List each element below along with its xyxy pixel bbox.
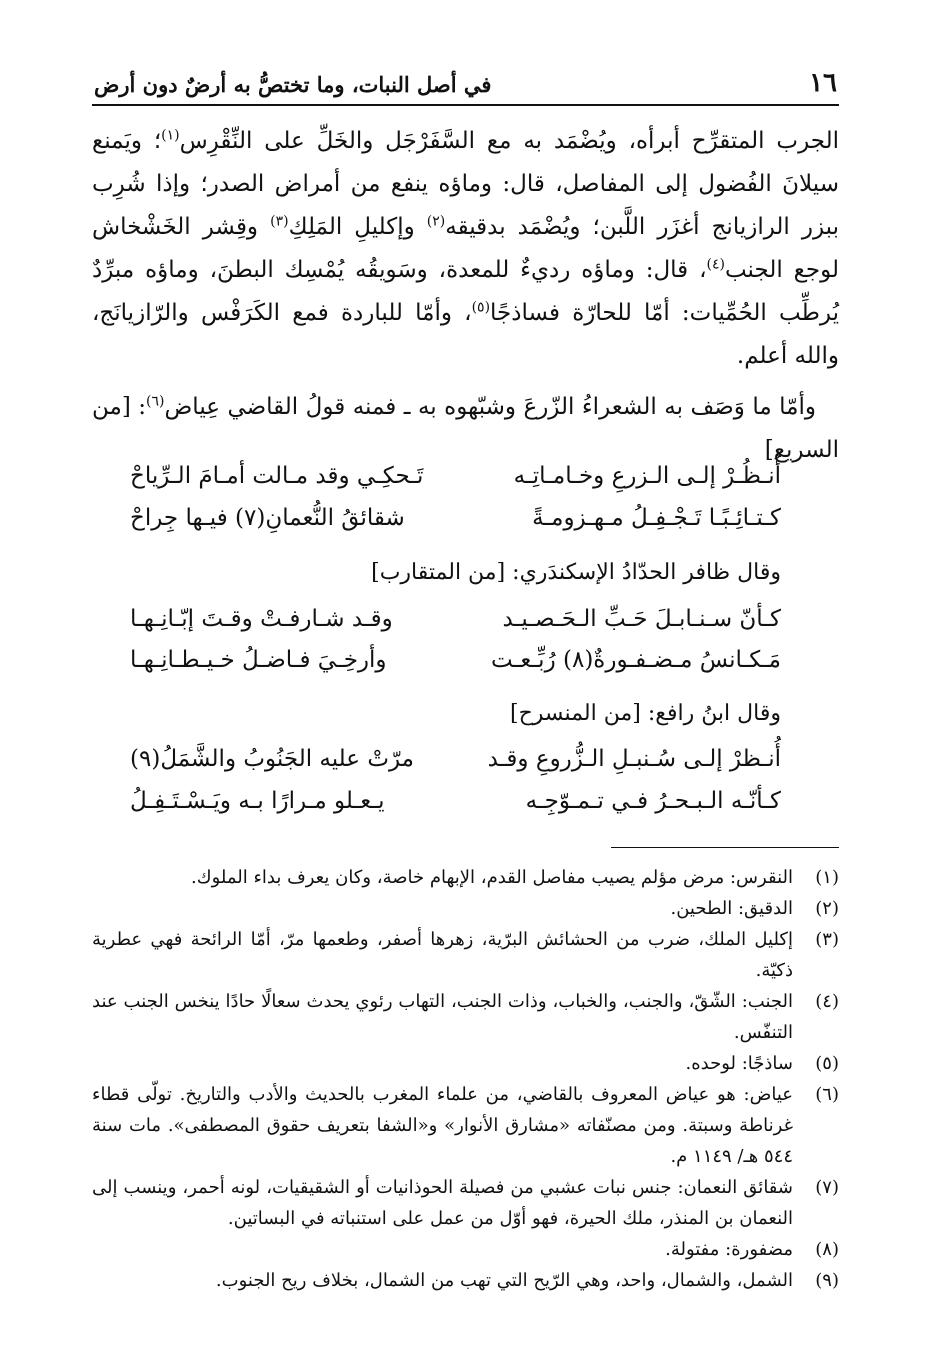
footnote-text: ساذجًا: لوحده. (685, 1053, 793, 1074)
paragraph-1: الجرب المتقرِّح أبرأه، ويُضْمَد به مع السَّفَرْجَل والخَلِّ على النِّقْرِس$^{(١)}$؛ ويَمنع سيلانَ الفُضول إلى المفاصل، قال: وماؤه ينفع من أمراض الصدر؛ وإذا شُرِب ببزر الرازيانج أغزَر اللَّبن؛ ويُضْمَد بدقيقه$^{(٢)}$ وإكليلِ المَلِكِ$^{(٣)}$ وقِشر الخَشْخاش لوجع الجنب$^{(٤)}$، قال: وماؤه رديءٌ للمعدة، وسَويقُه يُمْسِك البطنَ، وماؤه مبرِّدٌ يُرطِّب الحُمِّيات: أمّا للحارّة فساذجًا$^{(٥)}$، وأمّا للباردة فمع الكَرَفْس والرّازيانَج، والله أعلم. (92, 127, 840, 369)
verse-line (130, 746, 781, 790)
verse-line (130, 788, 781, 832)
running-title: في أصل النبات، وما تختصُّ به أرضٌ دون أرض (94, 72, 492, 97)
verse-line (130, 463, 781, 507)
footnote-text: مضفورة: مفتولة. (665, 1239, 793, 1260)
footnote (92, 1234, 839, 1265)
poem-intro: وقال ظافر الحدّادُ الإسكندَري: [من المتقارب] (371, 560, 781, 585)
footnote-text: شقائق النعمان: جنس نبات عشبي من فصيلة الحوذانيات أو الشقيقيات، لونه أحمر، وينسب إلى النعمان بن المنذر، ملك الحيرة، فهو أوّل من عمل على استنباته في البساتين. (92, 1177, 793, 1229)
verse-hemistich-1: أُنـظرْ إلـى سُـنبـلِ الـزُّروعِ وقـد (487, 746, 781, 772)
verse-hemistich-2: وأرخِـيَ فـاضـلُ خـيـطـانِـهـا (130, 647, 387, 673)
footnote-number: (٦) (815, 1084, 839, 1105)
footnote-number: (٧) (815, 1177, 839, 1198)
footnote-number: (٥) (815, 1053, 839, 1074)
page-number: ١٦ (809, 68, 837, 98)
footnote (92, 1048, 839, 1079)
verse-hemistich-2: وقـد شـارفـتْ وقـتَ إبّـانِـهـا (130, 606, 393, 632)
verse-hemistich-1: أُنـظُـرْ إلـى الـزرعِ وخـامـاتِـه (513, 463, 781, 489)
verse-hemistich-1: كـتـائِـبًـا تَـجْـفِـلُ مـهـزومـةً (532, 505, 781, 531)
footnote (92, 924, 839, 986)
footnote-ref: (٢) (426, 213, 446, 230)
footnote-text: عياض: هو عياض المعروف بالقاضي، من علماء المغرب بالحديث والأدب والتاريخ. تولّى قطاء غرناطة وسبتة. ومن مصنّفاته «مشارق الأنوار» و«الشفا بتعريف حقوق المصطفى». مات سنة ٥٤٤ هـ/ ١١٤٩ م. (92, 1084, 793, 1167)
footnote-text: الجنب: الشّقّ، والجنب، والخباب، وذات الجنب، التهاب رئوي يحدث سعالًا حادًا ينخس الجنب عند التنفّس. (92, 991, 793, 1043)
footnote-text: إكليل الملك، ضرب من الحشائش البرّية، زهرها أصفر، وطعمها مرّ، أمّا الرائحة فهي عطرية ذكيّة. (92, 929, 793, 981)
footnote (92, 1079, 839, 1172)
verse-hemistich-2: مرّتْ عليه الجَنُوبُ والشَّمَلُ(٩) (130, 746, 414, 772)
verse-line (130, 505, 781, 549)
footnote-ref: (٥) (471, 299, 491, 316)
footnote (92, 893, 839, 924)
footnote (92, 986, 839, 1048)
verse-hemistich-1: كـأنّـه الـبـحـرُ فـي تـمـوّجِـه (525, 788, 781, 814)
verse-line (130, 647, 781, 691)
verse-hemistich-1: مَـكـانسُ مـضـفـورةٌ(٨) رُبِّـعـت (491, 647, 781, 673)
footnote-ref: (٤) (706, 256, 725, 273)
running-header (92, 56, 839, 106)
footnote-text: الشمل، والشمال، واحد، وهي الرّيح التي تهب من الشمال، بخلاف ريح الجنوب. (215, 1270, 793, 1291)
footnote-text: الدقيق: الطحين. (670, 898, 793, 919)
footnote-number: (٨) (815, 1239, 839, 1260)
footnote-number: (٩) (815, 1270, 839, 1291)
footnote-ref: (٦) (146, 393, 165, 410)
body-text (92, 120, 839, 472)
footnote-number: (٤) (815, 991, 839, 1012)
footnote-separator (611, 847, 839, 848)
footnote-number: (٢) (815, 898, 839, 919)
footnote (92, 1265, 839, 1296)
verse-hemistich-2: تَـحكِـي وقد مـالت أمـامَ الـرِّياحْ (130, 463, 424, 489)
verse-line (130, 606, 781, 650)
poem-intro: وقال ابنُ رافع: [من المنسرح] (510, 701, 781, 726)
verse-hemistich-2: يـعـلو مـرارًا بـه ويَـسْـتَـفِـلُ (130, 788, 385, 814)
footnote-text: النقرس: مرض مؤلم يصيب مفاصل القدم، الإبهام خاصة، وكان يعرف بداء الملوك. (191, 867, 793, 888)
footnote-number: (١) (815, 867, 839, 888)
verse-hemistich-1: كـأنّ سـنـابـلَ حَـبِّ الـحَـصـيـد (502, 606, 781, 632)
footnote-ref: (١) (161, 127, 180, 144)
paragraph-2: وأمّا ما وَصَف به الشعراءُ الزّرعَ وشبّهوه به ـ فمنه قولُ القاضي عِياض$^{(٦)}$: [من السريع] (92, 393, 839, 463)
footnote (92, 862, 839, 893)
footnote-ref: (٣) (270, 213, 289, 230)
footnote-number: (٣) (815, 929, 839, 950)
footnote (92, 1172, 839, 1234)
verse-hemistich-2: شقائقُ النُّعمانِ(٧) فيـها جِراحْ (130, 505, 405, 531)
